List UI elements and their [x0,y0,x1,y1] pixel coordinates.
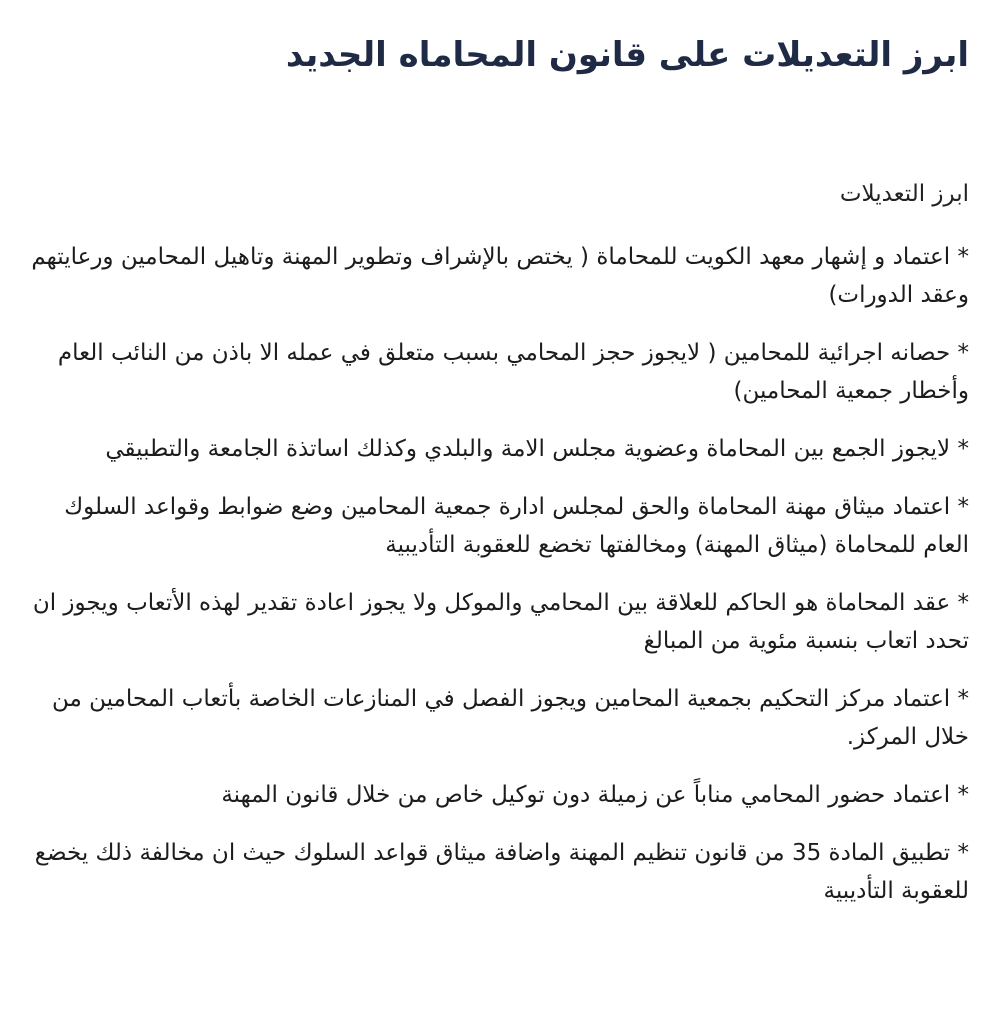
section-subheading: ابرز التعديلات [839,181,969,207]
list-item: * حصانه اجرائية للمحامين ( لايجوز حجز المحامي بسبب متعلق في عمله الا باذن من النائب العام وأخطار جمعية المحامين) [57,340,969,404]
list-item: * عقد المحاماة هو الحاكم للعلاقة بين المحامي والموكل ولا يجوز اعادة تقدير لهذه الأتعاب ويجوز ان تحدد اتعاب بنسبة مئوية من المبالغ [32,590,969,654]
list-item: * اعتماد ميثاق مهنة المحاماة والحق لمجلس ادارة جمعية المحامين وضع ضوابط وقواعد السلوك العام للمحاماة (ميثاق المهنة) ومخالفتها تخضع للعقوبة التأديبية [64,494,969,558]
list-item: * تطبيق المادة 35 من قانون تنظيم المهنة واضافة ميثاق قواعد السلوك حيث ان مخالفة ذلك يخضع للعقوبة التأديبية [34,840,969,904]
list-item: * اعتماد و إشهار معهد الكويت للمحاماة ( يختص بالإشراف وتطوير المهنة وتاهيل المحامين ورعايتهم وعقد الدورات) [31,244,969,308]
page-title: ابرز التعديلات على قانون المحاماه الجديد [285,35,969,75]
list-item: * اعتماد مركز التحكيم بجمعية المحامين ويجوز الفصل في المنازعات الخاصة بأتعاب المحامين من خلال المركز. [51,686,969,750]
amendments-list [28,238,969,910]
list-item: * لايجوز الجمع بين المحاماة وعضوية مجلس الامة والبلدي وكذلك اساتذة الجامعة والتطبيقي [105,436,969,462]
list-item: * اعتماد حضور المحامي مناباً عن زميلة دون توكيل خاص من خلال قانون المهنة [221,782,969,808]
